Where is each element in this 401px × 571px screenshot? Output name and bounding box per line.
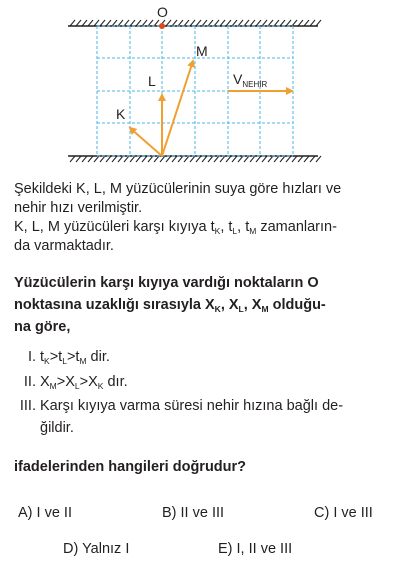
bank-hatch-mark [256,156,261,162]
bank-hatch-mark [88,20,93,26]
bank-hatch-mark [232,20,237,26]
point-o-dot [159,23,165,29]
bank-hatch-mark [166,20,171,26]
stem-line-4: da varmaktadır. [14,238,114,254]
stem-line-1: Şekildeki K, L, M yüzücülerinin suya göre hızları ve [14,181,342,197]
bank-hatch-mark [208,20,213,26]
vector-k-label: K [116,106,126,122]
bank-hatch-mark [106,156,111,162]
problem-statement [14,180,341,256]
vector-m-arrow [162,61,193,156]
bank-hatch-mark [274,20,279,26]
bank-hatch-mark [106,20,111,26]
condition-line-1: Yüzücülerin karşı kıyıya vardığı noktaların O [14,275,319,291]
bank-hatch-mark [142,156,147,162]
bank-hatch-mark [82,156,87,162]
bank-hatch-mark [280,156,285,162]
stem-line-3: K, L, M yüzücüleri karşı kıyıya $t_K$, $t_L$, $t_M$ zamanların- [14,219,337,236]
question-text: ifadelerinden hangileri doğrudur? [14,459,247,475]
bank-hatch-mark [220,156,225,162]
bank-hatch-mark [238,20,243,26]
bank-hatch-mark [262,20,267,26]
bank-hatch-mark [178,20,183,26]
bank-hatch-mark [154,156,159,162]
bank-hatch-mark [310,156,315,162]
bank-hatch-mark [214,156,219,162]
bank-hatch-mark [202,20,207,26]
bank-hatch-mark [286,156,291,162]
stem-line-2: nehir hızı verilmiştir. [14,200,143,216]
bank-hatch-mark [124,20,129,26]
bank-hatch-mark [112,20,117,26]
bank-hatch-mark [220,20,225,26]
bank-hatch-mark [76,20,81,26]
statement-3 [14,395,394,439]
bank-hatch-mark [172,156,177,162]
option-e[interactable]: E) I, II ve III [218,541,293,557]
bank-hatch-mark [214,20,219,26]
bank-hatch-mark [238,156,243,162]
bank-hatch-mark [292,156,297,162]
bank-hatch-mark [250,156,255,162]
bank-hatch-mark [262,156,267,162]
bank-hatch-mark [196,20,201,26]
statement-1 [14,346,394,368]
bank-hatch-mark [112,156,117,162]
bank-hatch-mark [244,156,249,162]
option-d[interactable]: D) Yalnız I [63,541,130,557]
bank-hatch-mark [148,156,153,162]
vector-l-label: L [148,73,156,89]
bank-hatch-mark [268,156,273,162]
top-river-bank [68,20,321,26]
statement-3-number: III. [19,398,36,414]
bank-hatch-mark [310,20,315,26]
problem-condition [14,272,326,338]
bank-hatch-mark [118,20,123,26]
bank-hatch-mark [226,20,231,26]
bank-hatch-mark [172,20,177,26]
statement-2-text: $X_M>X_L>X_K$ dır. [40,374,128,391]
bank-hatch-mark [148,20,153,26]
bank-hatch-mark [154,20,159,26]
bank-hatch-mark [304,156,309,162]
bank-hatch-mark [190,20,195,26]
condition-line-2: noktasına uzaklığı sırasıyla $X_K$, $X_L$, $X_M$ olduğu- [14,297,326,314]
bank-hatch-mark [160,156,165,162]
condition-line-3: na göre, [14,319,71,335]
bank-hatch-mark [88,156,93,162]
bottom-river-bank [68,156,321,162]
bank-hatch-mark [286,20,291,26]
statement-1-number: I. [27,349,36,365]
bank-hatch-mark [178,156,183,162]
bank-hatch-mark [136,156,141,162]
bank-hatch-mark [268,20,273,26]
bank-hatch-mark [304,20,309,26]
vector-m-label: M [196,43,208,59]
bank-hatch-mark [274,156,279,162]
bank-hatch-mark [316,20,321,26]
bank-hatch-mark [298,20,303,26]
river-velocity-label: $V_{NEHİR}$ [233,71,268,89]
statement-3-text: Karşı kıyıya varma süresi nehir hızına bağlı de- ğildir. [40,398,344,436]
bank-hatch-mark [94,20,99,26]
bank-hatch-mark [232,156,237,162]
bank-hatch-mark [184,156,189,162]
bank-hatch-mark [76,156,81,162]
statement-1-text: $t_K>t_L>t_M$ dir. [40,349,110,366]
vector-k-arrow [130,128,162,156]
bank-hatch-mark [184,20,189,26]
bank-hatch-mark [292,20,297,26]
bank-hatch-mark [118,156,123,162]
bank-hatch-mark [94,156,99,162]
bank-hatch-mark [250,20,255,26]
option-a[interactable]: A) I ve II [18,505,72,521]
bank-hatch-mark [208,156,213,162]
bank-hatch-mark [136,20,141,26]
bank-hatch-mark [196,156,201,162]
bank-hatch-mark [70,156,75,162]
bank-hatch-mark [190,156,195,162]
statement-2 [14,371,394,393]
option-b[interactable]: B) II ve III [162,505,225,521]
bank-hatch-mark [130,20,135,26]
bank-hatch-mark [166,156,171,162]
bank-hatch-mark [202,156,207,162]
point-o-label: O [157,4,168,20]
bank-hatch-mark [124,156,129,162]
bank-hatch-mark [82,20,87,26]
bank-hatch-mark [316,156,321,162]
bank-hatch-mark [142,20,147,26]
bank-hatch-mark [244,20,249,26]
bank-hatch-mark [130,156,135,162]
bank-hatch-mark [100,20,105,26]
option-c[interactable]: C) I ve III [314,505,373,521]
bank-hatch-mark [226,156,231,162]
bank-hatch-mark [100,156,105,162]
bank-hatch-mark [280,20,285,26]
bank-hatch-mark [256,20,261,26]
river-figure [0,0,401,175]
bank-hatch-mark [70,20,75,26]
statement-2-number: II. [23,374,36,390]
bank-hatch-mark [298,156,303,162]
